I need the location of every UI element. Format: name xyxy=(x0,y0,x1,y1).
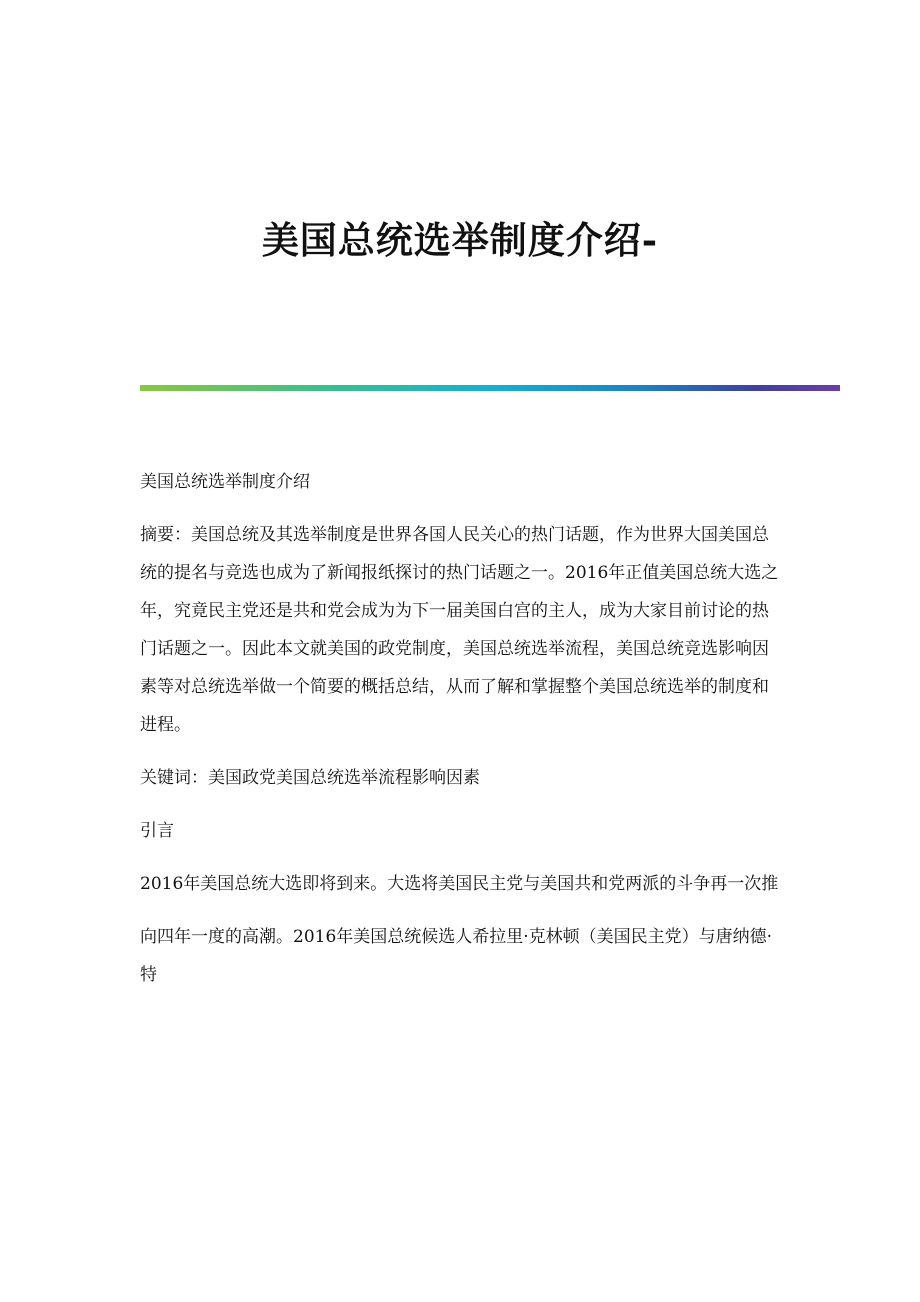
document-body xyxy=(140,463,780,1009)
intro-paragraph-1: 2016年美国总统大选即将到来。大选将美国民主党与美国共和党两派的斗争再一次推 xyxy=(140,874,779,894)
intro-paragraph-2: 向四年一度的高潮。2016年美国总统候选人希拉里·克林顿（美国民主党）与唐纳德·特 xyxy=(140,927,773,985)
title-divider xyxy=(140,385,840,391)
document-title: 美国总统选举制度介绍- xyxy=(261,218,659,262)
abstract-paragraph: 摘要：美国总统及其选举制度是世界各国人民关心的热门话题，作为世界大国美国总统的提名与竞选也成为了新闻报纸探讨的热门话题之一。2016年正值美国总统大选之年，究竟民主党还是共和党会成为为下一届美国白宫的主人，成为大家目前讨论的热门话题之一。因此本文就美国的政党制度，美国总统选举流程，美国总统竞选影响因素等对总统选举做一个简要的概括总结，从而了解和掌握整个美国总统选举的制度和进程。 xyxy=(140,525,779,735)
section-heading: 美国总统选举制度介绍 xyxy=(140,472,310,492)
introduction-heading: 引言 xyxy=(140,821,174,841)
keywords-paragraph: 关键词：美国政党美国总统选举流程影响因素 xyxy=(140,768,480,788)
